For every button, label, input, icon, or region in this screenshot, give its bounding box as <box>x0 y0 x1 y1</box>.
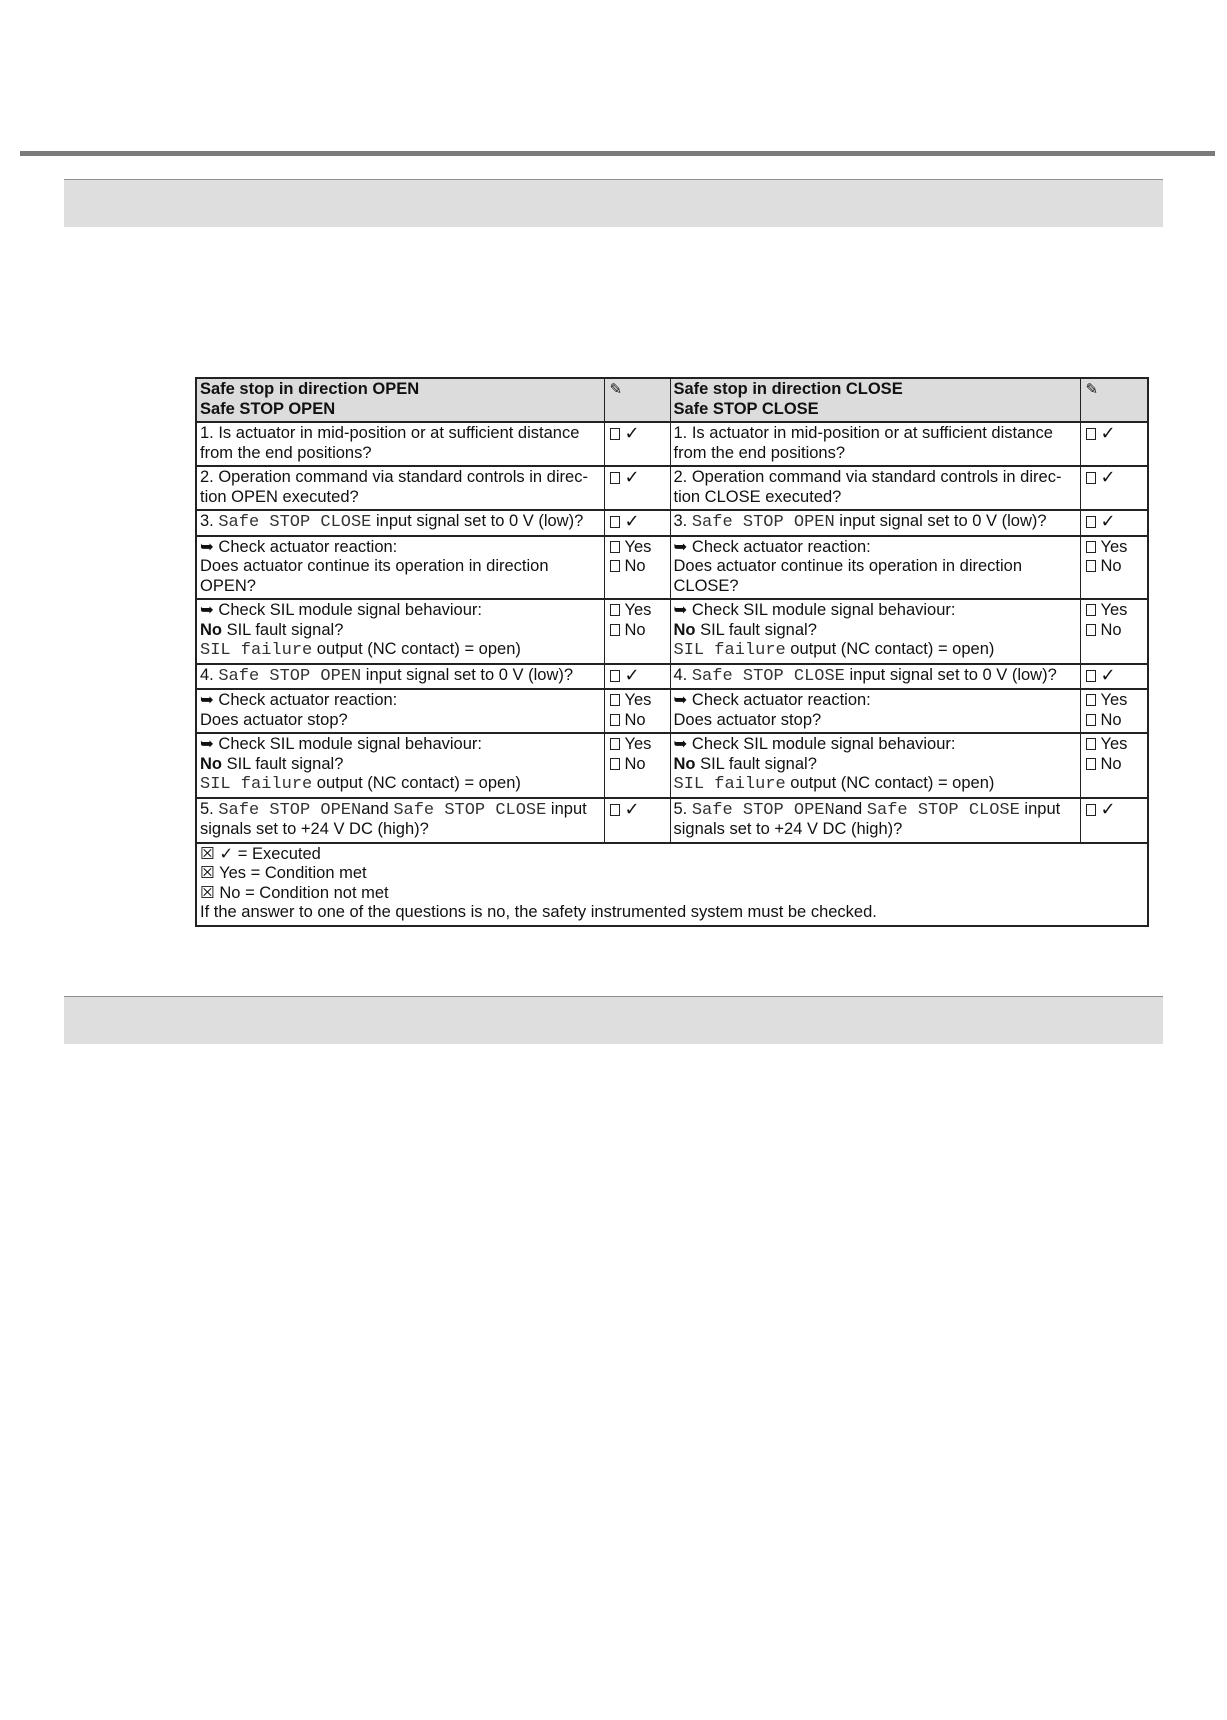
yes-label: Yes <box>1100 601 1128 619</box>
question-cell <box>670 798 1080 843</box>
header-open-title: Safe stop in direction OPEN <box>200 380 420 398</box>
instruction-text: Check actuator reaction: <box>691 537 871 556</box>
checkbox-icon[interactable] <box>610 738 620 750</box>
question-text: SIL fault signal? <box>222 620 344 639</box>
checkbox-icon[interactable] <box>1086 670 1096 682</box>
check-mark-icon: ✓ <box>624 511 640 531</box>
question-text: SIL fault signal? <box>695 620 817 639</box>
check-cell[interactable] <box>1080 510 1148 536</box>
question-cell <box>196 536 604 600</box>
question-text: input signals set to +24 V DC (high)? <box>673 799 1061 838</box>
question-cell <box>196 798 604 843</box>
checked-box-icon: ☒ <box>200 883 215 902</box>
table-row <box>196 733 1148 798</box>
legend-yes: Yes = Condition met <box>219 864 367 882</box>
no-label: No <box>624 620 646 639</box>
yes-label: Yes <box>624 537 652 556</box>
checked-box-icon: ☒ <box>200 844 215 863</box>
question-cell <box>196 510 604 536</box>
no-label: No <box>624 754 646 773</box>
yes-no-cell[interactable] <box>1080 733 1148 798</box>
pencil-icon: ✎ <box>609 381 623 398</box>
table-row <box>196 466 1148 510</box>
step-number: 3. <box>673 512 692 530</box>
arrow-icon: ➥ <box>200 601 214 619</box>
question-text: Does actuator continue its operation in direction CLOSE? <box>673 557 1023 595</box>
yes-no-cell[interactable] <box>1080 536 1148 600</box>
question-cell: 2. Operation command via standard controls in direc-tion CLOSE executed? <box>670 466 1080 510</box>
check-cell[interactable] <box>604 510 670 536</box>
check-cell[interactable] <box>1080 798 1148 843</box>
legend-cell <box>196 843 1148 926</box>
checkbox-icon[interactable] <box>610 714 620 726</box>
checkbox-icon[interactable] <box>1086 758 1096 770</box>
no-label: No <box>624 710 646 729</box>
question-text: input signal set to 0 V (low)? <box>834 512 1047 530</box>
checkbox-icon[interactable] <box>610 604 620 616</box>
header-open-subtitle: Safe STOP OPEN <box>200 399 336 418</box>
legend-row <box>196 843 1148 926</box>
check-mark-icon: ✓ <box>624 664 640 685</box>
no-label: No <box>1100 754 1122 773</box>
checkbox-icon[interactable] <box>610 560 620 572</box>
question-cell: 1. Is actuator in mid-position or at sufficient distance from the end positions? <box>196 422 604 466</box>
checkbox-icon[interactable] <box>1086 472 1096 484</box>
question-cell <box>670 536 1080 600</box>
checkbox-icon[interactable] <box>1086 804 1096 816</box>
table-row <box>196 664 1148 690</box>
checkbox-icon[interactable] <box>610 694 620 706</box>
step-number: 4. <box>673 665 692 684</box>
checkbox-icon[interactable] <box>1086 560 1096 572</box>
question-text: input signal set to 0 V (low)? <box>361 665 574 684</box>
yes-no-cell[interactable] <box>1080 599 1148 664</box>
check-mark-icon: ✓ <box>624 467 640 487</box>
question-text: SIL fault signal? <box>222 754 344 773</box>
signal-name: SIL failure <box>673 775 786 794</box>
checkbox-icon[interactable] <box>610 541 620 553</box>
yes-no-cell[interactable] <box>604 689 670 733</box>
yes-label: Yes <box>624 601 652 619</box>
step-number: 5. <box>200 799 219 818</box>
question-text: input signal set to 0 V (low)? <box>844 665 1057 684</box>
section-header-band <box>64 179 1163 227</box>
signal-name: Safe STOP CLOSE <box>691 666 845 686</box>
checkbox-icon[interactable] <box>610 758 620 770</box>
check-cell[interactable] <box>604 422 670 466</box>
table-row <box>196 798 1148 843</box>
checkbox-icon[interactable] <box>1086 694 1096 706</box>
checkbox-icon[interactable] <box>1086 714 1096 726</box>
checkbox-icon[interactable] <box>1086 428 1096 440</box>
question-cell <box>670 599 1080 664</box>
legend-note: If the answer to one of the questions is no, the safety instrumented system must be checked. <box>200 903 877 921</box>
table-row <box>196 422 1148 466</box>
check-cell[interactable] <box>604 798 670 843</box>
header-open <box>196 378 604 422</box>
question-text: input signal set to 0 V (low)? <box>371 512 584 530</box>
no-label: No <box>624 557 646 575</box>
sil-checklist-table <box>195 377 1149 927</box>
table-row <box>196 689 1148 733</box>
legend-no: No = Condition not met <box>219 883 389 902</box>
yes-no-cell[interactable] <box>1080 689 1148 733</box>
question-cell <box>196 664 604 690</box>
check-mark-icon: ✓ <box>1100 467 1116 487</box>
check-mark-icon: ✓ <box>1100 511 1116 531</box>
no-emphasis: No <box>673 620 696 639</box>
pencil-icon: ✎ <box>1085 381 1099 398</box>
check-mark-icon: ✓ <box>1100 423 1116 443</box>
output-text: output (NC contact) = open) <box>785 774 995 792</box>
question-text: Does actuator continue its operation in direction OPEN? <box>200 557 549 595</box>
header-close-subtitle: Safe STOP CLOSE <box>673 399 819 418</box>
table-row <box>196 599 1148 664</box>
checkbox-icon[interactable] <box>1086 738 1096 750</box>
yes-no-cell[interactable] <box>604 536 670 600</box>
arrow-icon: ➥ <box>200 735 214 753</box>
question-cell: 2. Operation command via standard controls in direc-tion OPEN executed? <box>196 466 604 510</box>
header-open-mark <box>604 378 670 422</box>
signal-name: Safe STOP CLOSE <box>866 800 1020 820</box>
check-mark-icon: ✓ <box>624 423 640 443</box>
output-text: output (NC contact) = open) <box>312 774 521 792</box>
question-text: SIL fault signal? <box>695 754 817 773</box>
checkbox-icon[interactable] <box>1086 604 1096 616</box>
yes-label: Yes <box>1100 735 1128 753</box>
yes-no-cell[interactable] <box>604 599 670 664</box>
signal-name: Safe STOP CLOSE <box>218 513 372 532</box>
question-text: input signals set to +24 V DC (high)? <box>200 799 587 838</box>
question-cell <box>670 664 1080 690</box>
yes-label: Yes <box>624 735 652 753</box>
instruction-text: Check SIL module signal behaviour: <box>691 601 956 619</box>
no-label: No <box>1100 557 1122 575</box>
output-text: output (NC contact) = open) <box>785 640 995 658</box>
checkbox-icon[interactable] <box>1086 516 1096 528</box>
signal-name: Safe STOP OPEN <box>218 666 362 686</box>
signal-name: Safe STOP CLOSE <box>393 800 547 820</box>
step-number: 3. <box>200 512 219 530</box>
check-mark-icon: ✓ <box>1100 798 1116 819</box>
checkbox-icon[interactable] <box>1086 624 1096 636</box>
instruction-text: Check SIL module signal behaviour: <box>218 601 482 619</box>
signal-name: SIL failure <box>200 775 313 794</box>
check-mark-icon: ✓ <box>1100 664 1116 685</box>
arrow-icon: ➥ <box>673 691 688 709</box>
checkbox-icon[interactable] <box>610 516 620 528</box>
question-cell <box>670 689 1080 733</box>
signal-name: Safe STOP OPEN <box>691 513 835 532</box>
header-close-mark <box>1080 378 1148 422</box>
question-text: Does actuator stop? <box>200 710 348 729</box>
check-cell[interactable] <box>604 664 670 690</box>
arrow-icon: ➥ <box>200 691 214 709</box>
section-header-band <box>64 996 1163 1044</box>
checked-box-icon: ☒ <box>200 864 215 882</box>
step-number: 4. <box>200 665 219 684</box>
yes-no-cell[interactable] <box>604 733 670 798</box>
yes-label: Yes <box>1100 537 1128 556</box>
no-emphasis: No <box>200 620 222 639</box>
no-emphasis: No <box>200 754 222 773</box>
legend-executed: ✓ = Executed <box>219 844 321 863</box>
arrow-icon: ➥ <box>200 537 214 556</box>
yes-label: Yes <box>1100 691 1128 709</box>
checkbox-icon[interactable] <box>1086 541 1096 553</box>
question-cell <box>196 733 604 798</box>
checkbox-icon[interactable] <box>610 804 620 816</box>
instruction-text: Check actuator reaction: <box>218 691 398 709</box>
no-label: No <box>1100 710 1122 729</box>
checkbox-icon[interactable] <box>610 472 620 484</box>
checkbox-icon[interactable] <box>610 670 620 682</box>
signal-name: SIL failure <box>200 641 313 660</box>
table-row <box>196 510 1148 536</box>
check-cell[interactable] <box>604 466 670 510</box>
question-cell <box>196 689 604 733</box>
check-cell[interactable] <box>1080 422 1148 466</box>
signal-name: Safe STOP OPEN <box>218 800 362 820</box>
arrow-icon: ➥ <box>673 601 688 619</box>
check-mark-icon: ✓ <box>624 798 640 819</box>
checkbox-icon[interactable] <box>610 624 620 636</box>
step-number: 5. <box>673 799 692 818</box>
instruction-text: Check actuator reaction: <box>691 691 871 709</box>
instruction-text: Check actuator reaction: <box>218 537 398 556</box>
question-text: Does actuator stop? <box>673 710 822 729</box>
question-cell <box>670 510 1080 536</box>
table-header-row <box>196 378 1148 422</box>
arrow-icon: ➥ <box>673 735 688 753</box>
yes-label: Yes <box>624 691 652 709</box>
check-cell[interactable] <box>1080 664 1148 690</box>
header-close-title: Safe stop in direction CLOSE <box>673 380 903 398</box>
header-close <box>670 378 1080 422</box>
signal-name: SIL failure <box>673 641 786 660</box>
arrow-icon: ➥ <box>673 537 688 556</box>
no-label: No <box>1100 620 1122 639</box>
question-cell <box>670 733 1080 798</box>
check-cell[interactable] <box>1080 466 1148 510</box>
conjunction: and <box>834 799 867 818</box>
instruction-text: Check SIL module signal behaviour: <box>691 735 956 753</box>
question-cell <box>196 599 604 664</box>
signal-name: Safe STOP OPEN <box>691 800 835 820</box>
output-text: output (NC contact) = open) <box>312 640 521 658</box>
table-row <box>196 536 1148 600</box>
question-cell: 1. Is actuator in mid-position or at sufficient distance from the end positions? <box>670 422 1080 466</box>
conjunction: and <box>361 799 394 818</box>
top-rule <box>20 151 1215 156</box>
instruction-text: Check SIL module signal behaviour: <box>218 735 482 753</box>
checkbox-icon[interactable] <box>610 428 620 440</box>
no-emphasis: No <box>673 754 696 773</box>
